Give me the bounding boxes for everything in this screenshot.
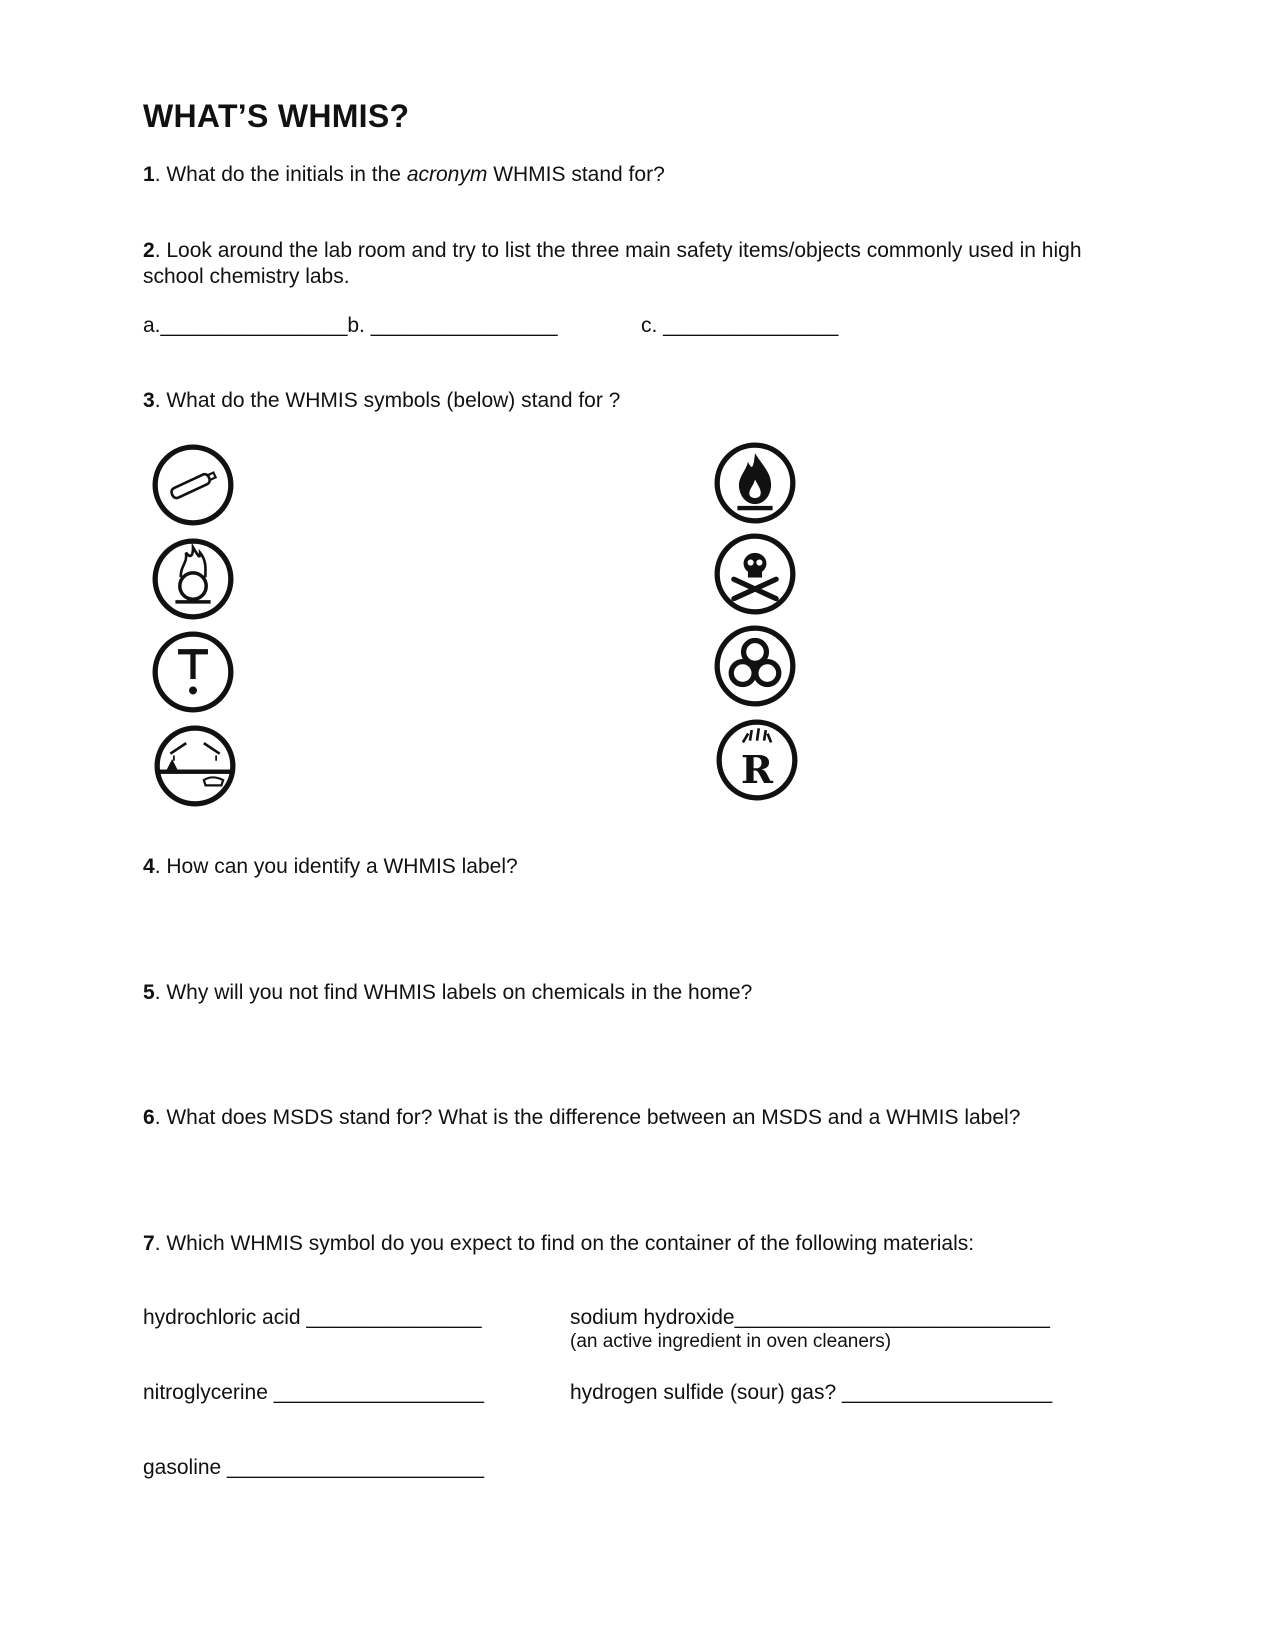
material-hydrochloric-acid[interactable]: hydrochloric acid _______________ (143, 1306, 482, 1329)
question-3 (143, 388, 620, 414)
question-text: . Why will you not find WHMIS labels on chemicals in the home? (154, 981, 753, 1004)
question-text: . Look around the lab room and try to list the three main safety items/objects commonly used in high (154, 239, 1082, 262)
question-number: 2 (143, 239, 155, 262)
question-text: school chemistry labs. (143, 265, 350, 288)
dangerously-reactive-icon (713, 716, 801, 804)
corrosive-material-icon (151, 722, 239, 810)
question-text: . What does MSDS stand for? What is the difference between an MSDS and a WHMIS label? (154, 1106, 1021, 1129)
material-gasoline[interactable]: gasoline ______________________ (143, 1456, 485, 1479)
svg-text:R: R (740, 747, 774, 793)
answer-blank-c[interactable]: c. _______________ (641, 314, 839, 337)
biohazardous-material-icon (711, 622, 799, 710)
question-number: 5 (143, 981, 155, 1004)
question-number: 6 (143, 1106, 155, 1129)
material-nitroglycerine[interactable]: nitroglycerine __________________ (143, 1381, 484, 1404)
question-6 (143, 1105, 1020, 1131)
material-note: (an active ingredient in oven cleaners) (570, 1331, 892, 1352)
compressed-gas-icon (149, 441, 237, 529)
answer-blanks-ab[interactable]: a.________________b. ________________ (143, 314, 558, 337)
question-text: . What do the WHMIS symbols (below) stand for ? (154, 389, 621, 412)
question-emphasis: acronym (406, 163, 488, 186)
material-hydrogen-sulfide[interactable]: hydrogen sulfide (sour) gas? __________________ (570, 1381, 1053, 1404)
question-number: 7 (143, 1232, 155, 1255)
question-7 (143, 1231, 974, 1257)
question-text: WHMIS stand for? (487, 163, 665, 186)
material-sodium-hydroxide[interactable]: sodium hydroxide___________________________ (570, 1306, 1050, 1329)
toxic-other-effects-icon (149, 628, 237, 716)
question-number: 1 (143, 163, 155, 186)
question-5 (143, 980, 752, 1006)
flammable-material-icon (711, 439, 799, 527)
question-1 (143, 162, 665, 188)
poisonous-material-icon (711, 530, 799, 618)
question-2 (143, 238, 1082, 290)
question-text: . Which WHMIS symbol do you expect to find on the container of the following materials: (154, 1232, 975, 1255)
question-number: 3 (143, 389, 155, 412)
question-4 (143, 854, 518, 880)
oxidizing-material-icon (149, 535, 237, 623)
question-text: . How can you identify a WHMIS label? (154, 855, 518, 878)
question-number: 4 (143, 855, 155, 878)
question-text: . What do the initials in the (154, 163, 407, 186)
page-title: WHAT’S WHMIS? (143, 98, 410, 134)
